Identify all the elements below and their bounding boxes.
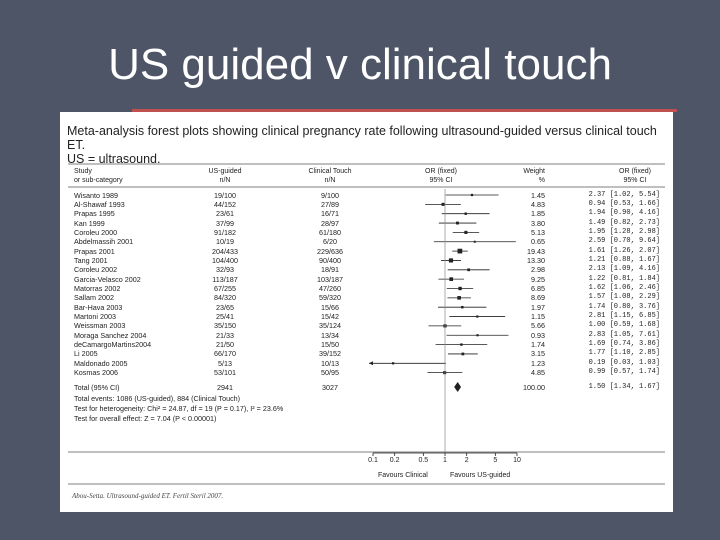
or-ci-value: 2.13 [1.09, 4.16] xyxy=(588,265,660,274)
point-estimate xyxy=(392,362,394,364)
header-or-plot: OR (fixed) 95% CI xyxy=(425,168,457,184)
us-guided-value: 91/182 xyxy=(214,227,236,237)
study-name: Abdelmassih 2001 xyxy=(74,237,134,247)
weight-value: 1.15 xyxy=(531,312,545,322)
slide-title: US guided v clinical touch xyxy=(108,40,612,89)
point-estimate xyxy=(449,277,453,281)
us-guided-value: 204/433 xyxy=(212,246,238,256)
us-guided-value: 25/41 xyxy=(216,312,234,322)
total-or-ci: 1.50 [1.34, 1.67] xyxy=(588,382,660,391)
tick-label: 0.5 xyxy=(418,457,429,464)
header-us-guided: US-guided n/N xyxy=(208,168,242,184)
or-ci-value: 0.19 [0.03, 1.03] xyxy=(588,358,660,367)
clinical-touch-value: 229/636 xyxy=(317,246,343,256)
point-estimate xyxy=(458,287,461,290)
citation: Abou-Setta. Ultrasound-guided ET. Fertil Steril 2007. xyxy=(72,492,224,500)
tick-label: 5 xyxy=(493,457,498,464)
us-guided-value: 10/19 xyxy=(216,237,234,247)
clinical-touch-value: 28/97 xyxy=(321,218,339,228)
study-name: Moraga Sanchez 2004 xyxy=(74,330,147,340)
point-estimate xyxy=(461,353,464,356)
total-diamond xyxy=(454,382,461,392)
clinical-touch-value: 50/95 xyxy=(321,368,339,378)
study-name: deCamargoMartins2004 xyxy=(74,340,152,350)
study-name: Al-Shawaf 1993 xyxy=(74,199,125,209)
clinical-touch-value: 90/400 xyxy=(319,255,341,265)
study-name: Wisanto 1989 xyxy=(74,190,118,200)
or-ci-value: 1.22 [0.81, 1.84] xyxy=(588,274,660,283)
or-ci-value: 1.00 [0.59, 1.68] xyxy=(588,321,660,330)
clinical-touch-value: 47/260 xyxy=(319,284,341,293)
clinical-touch-value: 39/152 xyxy=(319,349,341,359)
study-name: Matorras 2002 xyxy=(74,284,121,293)
weight-value: 1.97 xyxy=(531,302,545,312)
point-estimate xyxy=(460,343,462,345)
us-guided-value: 67/255 xyxy=(214,284,236,293)
study-name: Kosmas 2006 xyxy=(74,368,118,378)
tick-label: 0.2 xyxy=(389,457,400,464)
or-ci-value: 1.62 [1.06, 2.46] xyxy=(588,284,660,292)
us-guided-value: 21/50 xyxy=(216,340,234,350)
us-guided-value: 19/100 xyxy=(214,190,236,200)
tick-label: 2 xyxy=(464,457,469,464)
clinical-touch-value: 35/124 xyxy=(319,321,341,331)
point-estimate xyxy=(467,268,470,271)
footnote: Test for heterogeneity: Chi² = 24.87, df = 19 (P = 0.17), I² = 23.6% xyxy=(74,404,284,413)
us-guided-value: 23/61 xyxy=(216,209,234,219)
total-label: Total (95% CI) xyxy=(74,382,120,392)
study-name: Weissman 2003 xyxy=(74,321,126,331)
or-ci-value: 1.94 [0.90, 4.16] xyxy=(588,209,660,218)
clinical-touch-value: 13/34 xyxy=(321,330,339,340)
or-ci-value: 0.94 [0.53, 1.66] xyxy=(588,199,660,208)
clinical-touch-value: 61/180 xyxy=(319,227,341,237)
or-ci-value: 1.57 [1.08, 2.29] xyxy=(588,293,660,302)
weight-value: 13.30 xyxy=(527,255,545,265)
or-ci-value: 1.21 [0.88, 1.67] xyxy=(588,255,660,264)
weight-value: 1.23 xyxy=(531,358,545,368)
weight-value: 6.85 xyxy=(531,284,545,293)
us-guided-value: 84/320 xyxy=(214,293,236,303)
or-ci-value: 1.77 [1.10, 2.85] xyxy=(588,349,660,358)
point-estimate xyxy=(458,249,463,254)
us-guided-value: 23/65 xyxy=(216,302,234,312)
weight-value: 4.85 xyxy=(531,368,545,378)
study-name: Bar-Hava 2003 xyxy=(74,302,123,312)
weight-value: 5.66 xyxy=(531,321,545,331)
clinical-touch-value: 27/89 xyxy=(321,199,339,209)
clinical-touch-value: 10/13 xyxy=(321,358,339,368)
study-name: Prapas 2001 xyxy=(74,246,115,256)
total-clinical-touch: 3027 xyxy=(322,382,338,392)
weight-value: 9.25 xyxy=(531,274,545,284)
point-estimate xyxy=(442,203,445,206)
study-name: Coroleu 2002 xyxy=(74,265,118,275)
point-estimate xyxy=(461,306,463,308)
footnote: Total events: 1086 (US-guided), 884 (Clinical Touch) xyxy=(74,394,241,403)
us-guided-value: 44/152 xyxy=(214,199,236,209)
or-ci-value: 1.95 [1.28, 2.98] xyxy=(588,227,660,236)
clinical-touch-value: 103/187 xyxy=(317,274,343,284)
point-estimate xyxy=(464,231,467,234)
figure-title-line-2: US = ultrasound. xyxy=(67,152,161,166)
study-name: Martoni 2003 xyxy=(74,312,116,322)
point-estimate xyxy=(474,241,476,243)
point-estimate xyxy=(457,296,461,300)
tick-label: 0.1 xyxy=(368,457,378,464)
header-or-ci: OR (fixed) 95% CI xyxy=(619,168,651,184)
footnote: Test for overall effect: Z = 7.04 (P < 0.00001) xyxy=(74,414,217,423)
study-name: Sallam 2002 xyxy=(74,293,114,303)
us-guided-value: 104/400 xyxy=(212,255,238,265)
point-estimate xyxy=(476,334,478,336)
study-name: Garcia-Velasco 2002 xyxy=(74,274,141,284)
header-clinical-touch: Clinical Touch n/N xyxy=(308,168,352,184)
total-weight: 100.00 xyxy=(523,382,545,392)
point-estimate xyxy=(476,315,478,317)
weight-value: 3.15 xyxy=(531,349,545,359)
us-guided-value: 53/101 xyxy=(214,368,236,378)
weight-value: 5.13 xyxy=(531,227,545,237)
weight-value: 1.74 xyxy=(531,340,545,350)
figure-title-line-1: Meta-analysis forest plots showing clinical pregnancy rate following ultrasound-guided versus clinical touch ET. xyxy=(67,124,657,152)
tick-label: 10 xyxy=(513,457,521,464)
favours-right-label: Favours US-guided xyxy=(450,472,511,479)
weight-value: 4.83 xyxy=(531,199,545,209)
weight-value: 3.80 xyxy=(531,218,545,228)
clinical-touch-value: 15/66 xyxy=(321,302,339,312)
tick-label: 1 xyxy=(443,457,447,464)
or-ci-value: 1.69 [0.74, 3.86] xyxy=(588,340,660,349)
us-guided-value: 37/99 xyxy=(216,218,234,228)
point-estimate xyxy=(471,194,473,196)
weight-value: 8.69 xyxy=(531,293,545,303)
clinical-touch-value: 18/91 xyxy=(321,265,339,275)
clinical-touch-value: 15/50 xyxy=(321,340,339,350)
forest-plot-svg xyxy=(60,112,673,512)
us-guided-value: 21/33 xyxy=(216,330,234,340)
study-name: Tang 2001 xyxy=(74,255,108,265)
us-guided-value: 5/13 xyxy=(218,358,232,368)
forest-plot-figure xyxy=(60,112,673,512)
header-weight: Weight % xyxy=(523,168,545,184)
point-estimate xyxy=(465,212,467,214)
point-estimate xyxy=(449,258,453,262)
or-ci-value: 1.74 [0.80, 3.76] xyxy=(588,302,660,311)
weight-value: 0.65 xyxy=(531,237,545,247)
or-ci-value: 2.37 [1.02, 5.54] xyxy=(588,190,660,199)
weight-value: 19.43 xyxy=(527,246,545,256)
header-study: Study or sub-category xyxy=(74,168,123,184)
or-ci-value: 2.83 [1.05, 7.61] xyxy=(588,330,660,339)
us-guided-value: 35/150 xyxy=(214,321,236,331)
weight-value: 1.85 xyxy=(531,209,545,219)
study-name: Li 2005 xyxy=(74,349,98,359)
study-name: Maldonado 2005 xyxy=(74,358,128,368)
study-name: Kan 1999 xyxy=(74,218,105,228)
us-guided-value: 32/93 xyxy=(216,265,234,275)
study-name: Prapas 1995 xyxy=(74,209,115,219)
clinical-touch-value: 6/20 xyxy=(323,237,337,247)
us-guided-value: 66/170 xyxy=(214,349,236,359)
clinical-touch-value: 59/320 xyxy=(319,293,341,303)
weight-value: 2.98 xyxy=(531,265,545,275)
or-ci-value: 2.81 [1.15, 6.85] xyxy=(588,312,660,321)
or-ci-value: 0.99 [0.57, 1.74] xyxy=(588,368,660,377)
clinical-touch-value: 16/71 xyxy=(321,209,339,219)
or-ci-value: 1.49 [0.82, 2.73] xyxy=(588,218,660,227)
clinical-touch-value: 9/100 xyxy=(321,190,339,200)
point-estimate xyxy=(456,222,459,225)
clinical-touch-value: 15/42 xyxy=(321,312,339,322)
total-us-guided: 2941 xyxy=(217,382,233,392)
ci-arrow-left xyxy=(369,361,373,365)
study-name: Coroleu 2000 xyxy=(74,227,118,237)
weight-value: 0.93 xyxy=(531,330,545,340)
favours-left-label: Favours Clinical xyxy=(378,472,428,479)
weight-value: 1.45 xyxy=(531,190,545,200)
or-ci-value: 2.59 [0.70, 9.64] xyxy=(588,237,660,246)
or-ci-value: 1.61 [1.26, 2.07] xyxy=(588,246,660,255)
us-guided-value: 113/187 xyxy=(212,274,238,284)
